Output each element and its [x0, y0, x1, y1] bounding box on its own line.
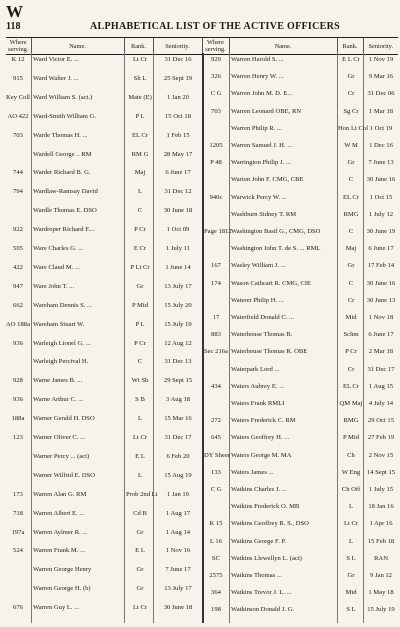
- rank: EL Cr: [131, 131, 149, 139]
- where-serving: 922: [13, 226, 23, 234]
- seniority: 15 Mar 16: [164, 415, 192, 423]
- where-serving: 928: [13, 377, 23, 385]
- rank: EL Cr: [342, 193, 360, 201]
- rank: L: [348, 537, 354, 545]
- rank: L: [137, 471, 143, 479]
- seniority: 30 June 19: [366, 228, 396, 235]
- where-serving: 936: [13, 396, 23, 404]
- officer-name: Warner Gerald H. DSO: [33, 415, 95, 423]
- seniority: RAN: [374, 554, 388, 562]
- where-serving: 703: [13, 131, 23, 139]
- rank: Gr: [347, 159, 355, 167]
- officer-entry: [6, 210, 398, 219]
- where-serving: P 48: [210, 159, 222, 167]
- officer-name: Warner Wilfrid E. DSO: [33, 471, 96, 479]
- officer-entry: [6, 365, 398, 374]
- where-serving: 434: [211, 382, 221, 390]
- rank: E L: [135, 452, 145, 460]
- officer-name: Warren Philip R. ...: [231, 124, 282, 132]
- rank: Mid: [345, 589, 357, 597]
- officer-entry: [6, 347, 398, 356]
- officer-name: Warwick Percy W. ...: [231, 193, 287, 201]
- officer-name: Wardell George .. RM: [33, 150, 92, 158]
- officer-entry: [6, 89, 398, 98]
- where-serving: 744: [13, 169, 23, 177]
- where-serving: 198: [211, 606, 221, 614]
- officer-name: Ware John T. ...: [33, 282, 75, 290]
- rank: W Eng: [341, 468, 361, 476]
- officer-name: Warrington Philip J. ...: [231, 159, 291, 167]
- officer-name: Ware Claud M. ...: [33, 263, 80, 271]
- where-serving: 936: [13, 339, 23, 347]
- rank: Gr: [347, 262, 355, 270]
- header-name: Name.: [31, 38, 124, 55]
- rank: C: [348, 228, 354, 235]
- officer-name: Wardlaw-Ramsay David: [33, 188, 98, 196]
- seniority: 25 Sept 19: [163, 74, 193, 82]
- seniority: 15 July 20: [164, 301, 192, 309]
- officer-name: Waters Frank RMLI: [231, 400, 285, 407]
- seniority: 9 Jan 12: [370, 572, 392, 579]
- seniority: 1 July 15: [368, 486, 394, 493]
- header-rank: Rank.: [337, 38, 363, 55]
- rank: Cd B: [133, 509, 147, 517]
- where-serving: 326: [211, 73, 221, 81]
- rank: P Mid: [131, 301, 149, 309]
- rank: Maj: [345, 245, 357, 253]
- seniority: 1 Feb 15: [166, 131, 190, 139]
- seniority: 15 July 19: [367, 606, 395, 614]
- where-serving: DY Sheer: [204, 451, 230, 459]
- officer-name: Warne Arthur C. ...: [33, 396, 84, 404]
- seniority: 27 Feb 19: [367, 434, 395, 442]
- where-serving: 188a: [11, 415, 25, 423]
- seniority: 7 June 17: [165, 566, 191, 574]
- where-serving: SC: [211, 554, 221, 562]
- officer-entry: [6, 571, 398, 580]
- header-seniority: Seniority.: [153, 38, 202, 55]
- seniority: 15 Aug 19: [164, 471, 192, 479]
- rank: C: [348, 279, 354, 287]
- rank: RM G: [131, 150, 149, 158]
- corner-mark: W: [6, 2, 22, 21]
- officer-entry: [6, 227, 398, 236]
- seniority: 4 July 14: [368, 400, 394, 407]
- seniority: 6 June 17: [165, 169, 191, 177]
- seniority: 1 Dec 16: [369, 142, 393, 149]
- where-serving: Key Coll: [6, 93, 30, 101]
- seniority: 15 Oct 18: [164, 112, 191, 120]
- where-serving: 645: [211, 434, 221, 442]
- officer-name: Ward Walter J. ...: [33, 74, 79, 82]
- officer-entry: [6, 399, 398, 408]
- officer-name: Washington Basil G., CMG, DSO: [231, 228, 321, 235]
- rank: S L: [346, 606, 356, 614]
- officer-name: Warren Harold S. ...: [231, 56, 284, 63]
- seniority: 1 Aug 17: [165, 509, 191, 517]
- rank: C: [137, 358, 143, 366]
- where-serving: 505: [13, 245, 23, 252]
- officer-entry: [6, 296, 398, 305]
- officer-name: Watkins Llewellyn L. (act): [231, 554, 302, 562]
- seniority: 31 Dec 17: [367, 365, 395, 373]
- officer-name: Ward William S. (act.): [33, 93, 93, 101]
- officer-name: Waters James ...: [231, 468, 274, 476]
- where-serving: 167: [211, 262, 221, 270]
- officer-entry: [6, 55, 398, 64]
- rank: Lt Cr: [343, 520, 359, 528]
- seniority: 30 June 18: [163, 604, 193, 612]
- officer-name: Watkins Frederick O. MB: [231, 503, 300, 511]
- officer-name: Waterhouse Thomas R. OBE: [231, 348, 308, 356]
- seniority: 1 Jan 19: [167, 490, 189, 498]
- officer-name: Warren Leonard OBE, RN: [231, 107, 302, 115]
- officer-name: Watkins Charles J. ...: [231, 486, 287, 493]
- officer-entry: [6, 107, 398, 116]
- seniority: 2 Mar 18: [368, 348, 394, 356]
- officer-name: Warne James B. ...: [33, 377, 83, 385]
- rank: C: [137, 207, 143, 215]
- seniority: 30 June 16: [366, 279, 396, 287]
- page-title: ALPHABETICAL LIST OF THE ACTIVE OFFICERS: [90, 21, 340, 32]
- rank: Prob 2nd Lt: [126, 490, 158, 498]
- where-serving: 676: [13, 604, 23, 612]
- officer-name: Warde Thomas H. ...: [33, 131, 88, 139]
- seniority: 3 Aug 18: [165, 396, 191, 404]
- seniority: 2 Nov 15: [368, 451, 394, 459]
- where-serving: 794: [13, 188, 23, 196]
- officer-entry: [6, 279, 398, 288]
- rank: P L: [135, 112, 145, 120]
- officer-entry: [6, 519, 398, 528]
- rank: W M: [344, 142, 358, 149]
- where-serving: 422: [13, 263, 23, 271]
- rank: RMG: [343, 417, 359, 425]
- rank: L: [348, 503, 354, 511]
- rank: E Cr: [133, 245, 147, 252]
- officer-entry: [6, 193, 398, 202]
- officer-entry: [6, 244, 398, 253]
- rank: QM Maj: [339, 400, 363, 407]
- where-serving: AO 188a: [6, 320, 30, 328]
- rank: P Lt Cr: [130, 263, 150, 271]
- officer-name: Warder Richard B. G.: [33, 169, 91, 177]
- where-serving: Sec 216a: [204, 348, 228, 356]
- officer-entry: [6, 175, 398, 184]
- rank: EL Cr: [342, 382, 360, 390]
- officer-name: Warren George H. (b): [33, 585, 91, 593]
- where-serving: 662: [13, 301, 23, 309]
- seniority: 30 June 16: [366, 176, 396, 184]
- officer-entry: [6, 588, 398, 597]
- officer-name: Waters Frederick C. RM: [231, 417, 296, 425]
- seniority: 6 June 17: [368, 245, 394, 253]
- rank: P Mid: [342, 434, 360, 442]
- rank: Gr: [136, 585, 144, 593]
- officer-name: Watkinson Donald J. G.: [231, 606, 295, 614]
- seniority: 12 Aug 12: [164, 339, 192, 347]
- seniority: 30 June 13: [366, 296, 396, 304]
- officer-name: Waters George M. MA: [231, 451, 292, 459]
- officer-entry: [6, 330, 398, 339]
- seniority: 15 July 19: [164, 320, 192, 328]
- seniority: 1 July 11: [166, 245, 190, 252]
- rank: Ch: [347, 451, 355, 459]
- officer-entry: [6, 124, 398, 133]
- officer-name: Waterpark Lord ...: [231, 365, 280, 373]
- rank: Gr: [136, 282, 144, 290]
- officer-name: Ward Victor E. ...: [33, 56, 80, 63]
- seniority: 1 Oct 09: [166, 226, 190, 234]
- rank: C: [348, 176, 354, 184]
- rank: S B: [135, 396, 145, 404]
- officer-name: Warren Aylmer R. ...: [33, 528, 88, 536]
- officer-name: Warren Henry W. ...: [231, 73, 284, 81]
- rank: E L: [135, 547, 145, 555]
- officer-entry: [6, 141, 398, 150]
- rank: Ch Off: [341, 486, 361, 493]
- seniority: 1 Aug 14: [165, 528, 191, 536]
- officer-name: Warren Samuel J. H. ...: [231, 142, 293, 149]
- officer-name: Warren John M. D. E...: [231, 90, 293, 98]
- officer-name: Wardroper Richard F....: [33, 226, 95, 234]
- rank: Sg Cr: [343, 107, 359, 115]
- where-serving: K 15: [209, 520, 223, 528]
- officer-name: Watkins Thomas ...: [231, 572, 282, 579]
- rank: Mate (E): [128, 93, 152, 101]
- seniority: 6 June 17: [368, 331, 394, 339]
- officer-name: Wasley William J. ...: [231, 262, 286, 270]
- seniority: 7 June 13: [368, 159, 394, 167]
- seniority: 31 Dec 17: [164, 434, 192, 441]
- officer-name: Waterer Philip H. ...: [231, 296, 284, 304]
- header-rank: Rank.: [124, 38, 153, 55]
- where-serving: 703: [211, 107, 221, 115]
- officer-list: [6, 53, 398, 623]
- seniority: 14 Sept 15: [366, 468, 396, 476]
- where-serving: 929: [211, 56, 221, 63]
- officer-name: Warren Alan G. RM: [33, 490, 87, 498]
- officer-entry: [6, 339, 398, 348]
- officer-name: Warner Percy ... (act): [33, 452, 90, 460]
- where-serving: 2575: [209, 572, 223, 579]
- rank: Wt Sh: [131, 377, 149, 385]
- officer-name: Warren Albert E. ...: [33, 509, 85, 517]
- rank: P Cr: [134, 339, 146, 347]
- page-header: [6, 21, 398, 35]
- rank: L: [137, 415, 143, 423]
- officer-entry: [6, 468, 398, 477]
- officer-entry: [6, 605, 398, 614]
- where-serving: C G: [210, 486, 222, 493]
- officer-entry: [6, 433, 398, 442]
- where-serving: 883: [211, 331, 221, 339]
- rank: P Cr: [134, 226, 146, 234]
- officer-name: Watkins Trevor J. L. ...: [231, 589, 292, 597]
- where-serving: 947: [13, 282, 23, 290]
- officer-name: Watkins Geoffrey R. S., DSO: [231, 520, 309, 528]
- officer-entry: [6, 261, 398, 270]
- officer-name: Wareham Stuart W.: [33, 320, 85, 328]
- seniority: 31 Dec 16: [164, 56, 192, 63]
- officer-entry: [6, 382, 398, 391]
- seniority: 1 Nov 18: [368, 314, 394, 321]
- rank: RMG: [343, 210, 359, 218]
- officer-name: Wardle Thomas E. DSO: [33, 207, 97, 215]
- seniority: 9 Mar 16: [368, 73, 394, 81]
- rank: Sh L: [133, 74, 147, 82]
- seniority: 31 Dec 06: [367, 90, 395, 98]
- officer-name: Waters Geoffrey H. ...: [231, 434, 290, 442]
- rank: Maj: [134, 169, 146, 177]
- officer-name: Warner Oliver C. ...: [33, 434, 86, 441]
- rank: L: [137, 188, 143, 196]
- rank: Mid: [345, 314, 357, 321]
- rank: Lt Cr: [132, 56, 148, 63]
- officer-name: Waters Aubrey E. ...: [231, 382, 285, 390]
- officer-name: Waterhouse Thomas B.: [231, 331, 293, 339]
- officer-name: Warren George Henry: [33, 566, 92, 574]
- where-serving: L 16: [209, 537, 223, 545]
- officer-entry: [6, 416, 398, 425]
- officer-name: Warleigh Percival H.: [33, 358, 89, 366]
- officer-name: Waterfield Donald C. ...: [231, 314, 295, 321]
- header-name: Name.: [229, 38, 337, 55]
- officer-entry: [6, 528, 398, 537]
- officer-name: Washburn Sidney T. RM: [231, 210, 297, 218]
- seniority: 1 Mar 18: [368, 107, 394, 115]
- rank: S L: [346, 554, 356, 562]
- seniority: 1 May 18: [368, 589, 394, 597]
- seniority: 15 Feb 18: [367, 537, 395, 545]
- header-where-serving: Where serving.: [202, 38, 229, 55]
- seniority: 1 Nov 16: [165, 547, 191, 555]
- where-serving: Page 1812: [204, 228, 232, 235]
- officer-entry: [6, 451, 398, 460]
- where-serving: 940c: [209, 193, 223, 201]
- officer-name: Warleigh Lionel G. ...: [33, 339, 91, 347]
- officer-entry: [6, 72, 398, 81]
- officer-name: Wareham Dennis S. ...: [33, 301, 92, 309]
- where-serving: C G: [210, 90, 222, 98]
- seniority: 13 July 17: [164, 585, 192, 593]
- rank: Gr: [347, 73, 355, 81]
- where-serving: 133: [211, 468, 221, 476]
- seniority: 18 Jan 16: [368, 503, 394, 511]
- page-number: 118: [6, 21, 21, 32]
- seniority: 1 July 12: [368, 210, 394, 218]
- rank: Cr: [347, 90, 355, 98]
- rank: P Cr: [345, 348, 357, 356]
- seniority: 17 Feb 14: [367, 262, 395, 270]
- rank: Lt Cr: [132, 434, 148, 441]
- officer-entry: [6, 158, 398, 167]
- rank: Hon Lt Col: [338, 124, 369, 132]
- officer-name: Watkins George F. P.: [231, 537, 287, 545]
- officer-name: Washington John T. de S. ... RML: [231, 245, 321, 253]
- where-serving: 197a: [11, 528, 25, 536]
- officer-name: Ware Charles G. ...: [33, 245, 84, 252]
- seniority: 29 Oct 15: [367, 417, 394, 425]
- seniority: 29 Sept 15: [163, 377, 193, 385]
- where-serving: 272: [211, 417, 221, 425]
- where-serving: 173: [13, 490, 23, 498]
- seniority: 1 Apr 16: [369, 520, 393, 528]
- where-serving: 915: [13, 74, 23, 82]
- seniority: 1 Aug 15: [368, 382, 394, 390]
- rank: Gr: [347, 572, 355, 579]
- header-where-serving: Where serving.: [6, 38, 31, 55]
- where-serving: 524: [13, 547, 23, 555]
- seniority: 28 May 17: [163, 150, 193, 158]
- seniority: 31 Dec 13: [164, 358, 192, 366]
- officer-name: Warren Frank M. ...: [33, 547, 86, 555]
- officer-entry: [6, 537, 398, 546]
- officer-name: Wason Cathcart R. CMG, CIE: [231, 279, 312, 287]
- where-serving: 123: [13, 434, 23, 441]
- rank: E L Cr: [342, 56, 360, 63]
- where-serving: 174: [211, 279, 221, 287]
- rank: Gr: [136, 528, 144, 536]
- seniority: 1 Jan 20: [167, 93, 189, 101]
- rank: Schm: [343, 331, 359, 339]
- where-serving: 17: [212, 314, 220, 321]
- header-seniority: Seniority.: [363, 38, 398, 55]
- rank: Lt Cr: [132, 604, 148, 612]
- where-serving: K 12: [11, 56, 25, 63]
- where-serving: 364: [211, 589, 221, 597]
- rank: P L: [135, 320, 145, 328]
- officer-entry: [6, 554, 398, 563]
- officer-entry: [6, 485, 398, 494]
- seniority: 1 Nov 19: [368, 56, 394, 63]
- seniority: 31 Dec 12: [164, 188, 192, 196]
- officer-entry: [6, 150, 398, 159]
- seniority: 13 July 17: [164, 282, 192, 290]
- seniority: 30 June 18: [163, 207, 193, 215]
- where-serving: AO 422: [7, 112, 29, 120]
- officer-name: Warren Guy L. ...: [33, 604, 80, 612]
- rank: Cr: [347, 365, 355, 373]
- officer-entry: [6, 502, 398, 511]
- seniority: 1 Oct 19: [369, 124, 393, 132]
- rank: Cr: [347, 296, 355, 304]
- seniority: 6 Feb 20: [166, 452, 190, 460]
- officer-name: Ward-Smith William G.: [33, 112, 96, 120]
- officer-entry: [6, 313, 398, 322]
- seniority: 1 Oct 15: [369, 193, 393, 201]
- seniority: 1 June 14: [165, 263, 191, 271]
- where-serving: 1205: [209, 142, 223, 149]
- rank: Gr: [136, 566, 144, 574]
- officer-name: Warton John F. CMG, CBE: [231, 176, 304, 184]
- where-serving: 718: [13, 509, 23, 517]
